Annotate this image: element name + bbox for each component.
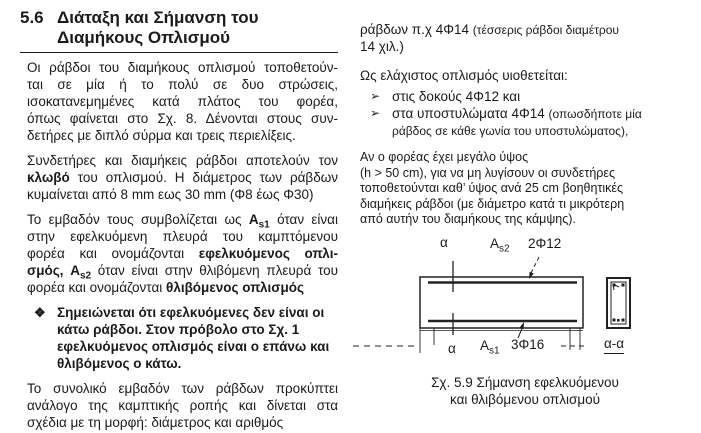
- figure-caption-line1: Σχ. 5.9 Σήμανση εφελκυόμενου: [431, 374, 619, 390]
- text-segment: όταν είναι στην θλιβόμενη πλευρά του: [91, 263, 338, 278]
- heading-rule: [20, 52, 338, 53]
- text-segment: ράβδος σε κάθε γωνία του υποστυλώματος),: [392, 124, 629, 138]
- rc-paragraph-2: Ως ελάχιστος οπλισμός υιοθετείται:: [360, 68, 568, 83]
- as1-subscript: s1: [489, 345, 500, 357]
- list-item-beams-text: [392, 88, 520, 105]
- text-segment: σμός,: [27, 263, 64, 278]
- text-segment: όπως φαίνεται στο Σχ. 8. Δένονται στους συν-: [27, 111, 338, 126]
- text-segment: κυμαίνεται από 8 mm εως 30 mm (Φ8 έως Φ30): [27, 187, 314, 202]
- text-line: [360, 150, 682, 166]
- text-segment: κάτω ράβδοι. Στον πρόβολο στο Σχ. 1: [57, 322, 300, 337]
- text-line: [27, 211, 338, 228]
- text-segment: ισοκατανεμημένες κατά πλάτος του φορέα,: [27, 94, 338, 109]
- left-column: [20, 8, 338, 431]
- section-heading: [20, 8, 338, 48]
- section-title-line2: Διαμήκους Οπλισμού: [57, 28, 231, 47]
- text-segment: (οπωσδήποτε μία: [548, 107, 642, 121]
- text-segment: Το συνολικό εμβαδόν των ράβδων προκύπτει: [27, 381, 338, 396]
- text-segment: A: [248, 212, 259, 227]
- text-segment: θλιβόμενος ο κάτω.: [57, 356, 182, 371]
- text-line: [57, 304, 329, 321]
- text-segment: s1: [258, 219, 270, 228]
- list-item-columns: [360, 105, 682, 139]
- text-segment: ανάλογο της καμπτικής ροπής και δίνεται στα: [27, 398, 338, 413]
- bottom-bars-label: 3Φ16: [511, 336, 545, 352]
- text-segment: ράβδων π.χ 4Φ14: [360, 22, 473, 37]
- text-line: [27, 380, 338, 397]
- rc-paragraph-1: [360, 21, 682, 55]
- text-segment: διαμήκεις ράβδοι (με διάμετρο κατά τι μικρότερη: [360, 196, 625, 211]
- paragraph-3: [27, 211, 338, 296]
- text-segment: σχέδια με τη μορφή: διάμετρος και αριθμός: [27, 415, 284, 430]
- text-segment: στα υποστυλώματα 4Φ14: [392, 106, 549, 121]
- paragraph-2: [27, 152, 338, 203]
- text-line: [27, 414, 338, 431]
- beam-figure: [352, 232, 687, 366]
- text-line: [27, 186, 338, 203]
- text-line: [27, 262, 338, 279]
- text-line: [392, 88, 520, 105]
- text-segment: (τέσσερις ράβδοι διαμέτρου: [472, 23, 619, 37]
- top-bars-label: 2Φ12: [528, 235, 562, 251]
- text-line: [360, 212, 682, 228]
- text-segment: κλωβό: [27, 170, 70, 185]
- text-line: [360, 166, 682, 182]
- section-mark-alpha-top: α: [440, 234, 448, 250]
- arrow-bullet-icon: ➢: [370, 89, 381, 103]
- text-line: [27, 93, 338, 110]
- paragraph-5: [27, 380, 338, 431]
- text-segment: εφελκυόμενος οπλισμός είναι ο επάνω και: [57, 339, 330, 354]
- text-line: [27, 76, 338, 93]
- note-bullet: [27, 304, 338, 372]
- text-segment: δετήρες με διπλό σύρμα και τρεις περιελίξεις.: [27, 128, 296, 143]
- note-text: [57, 304, 329, 372]
- list-item-columns-text: [392, 105, 642, 139]
- as2-subscript: s2: [499, 243, 510, 255]
- section-title-line1: Διάταξη και Σήμανση του: [57, 8, 259, 27]
- text-line: [27, 397, 338, 414]
- text-segment: Το εμβαδόν τους συμβολίζεται ως: [27, 212, 249, 227]
- text-line: [27, 127, 338, 144]
- text-segment: A: [70, 263, 80, 278]
- text-line: [360, 197, 682, 213]
- text-segment: όταν είναι: [269, 212, 338, 227]
- text-segment: στις δοκούς 4Φ12 και: [392, 89, 521, 104]
- as2-label: [490, 235, 510, 255]
- text-segment: ται σε μία ή το πολύ σε δυο στρώσεις,: [27, 77, 338, 92]
- figure-caption: [370, 374, 680, 408]
- text-segment: εφελκυόμενος οπλι-: [198, 246, 338, 261]
- text-line: [27, 152, 338, 169]
- text-segment: s2: [79, 270, 92, 279]
- text-line: [27, 279, 338, 296]
- text-segment: από αυτήν του διαμήκους της κάμψης).: [360, 212, 576, 226]
- text-segment: Αν ο φορέας έχει μεγάλο ύψος: [360, 150, 529, 164]
- section-mark-alpha-bottom: α: [448, 340, 456, 356]
- text-line: [57, 355, 329, 372]
- text-line: [27, 245, 338, 262]
- text-segment: Συνδετήρες και διαμήκεις ράβδοι αποτελούν τον: [27, 153, 338, 168]
- text-segment: 14 χιλ.): [360, 39, 404, 54]
- arrow-bullet-icon: ➢: [370, 106, 381, 120]
- section-title: [57, 8, 258, 48]
- text-line: [27, 59, 338, 76]
- text-line: [360, 38, 682, 55]
- figure-caption-line2: και θλιβόμενου οπλισμού: [450, 391, 600, 407]
- text-line: [57, 321, 329, 338]
- text-line: [57, 338, 329, 355]
- section-number: 5.6: [20, 8, 44, 27]
- as1-symbol: A: [480, 337, 490, 353]
- text-segment: θλιβόμενος οπλισμός: [166, 280, 304, 295]
- text-line: [27, 169, 338, 186]
- text-line: [392, 122, 642, 139]
- right-column: [360, 21, 682, 408]
- diamond-bullet-icon: ❖: [34, 305, 46, 320]
- section-aa-label: α-α: [604, 335, 624, 354]
- rc-paragraph-3: [360, 150, 682, 228]
- text-line: [27, 110, 338, 127]
- text-line: [27, 228, 338, 245]
- text-line: [360, 181, 682, 197]
- text-segment: Οι ράβδοι του διαμήκους οπλισμού τοποθετούν-: [27, 60, 338, 75]
- text-line: [360, 21, 682, 38]
- text-segment: τοποθετούνται καθ’ ύψος ανά 25 cm βοηθητικές: [360, 181, 624, 195]
- as1-label: [480, 337, 500, 357]
- text-segment: φορέα και ονομάζονται: [27, 280, 167, 295]
- text-segment: φορέα και ονομάζονται: [27, 246, 199, 261]
- text-segment: του οπλισμού. Η διάμετρος των ράβδων: [69, 170, 338, 185]
- text-line: [392, 105, 642, 122]
- as2-symbol: A: [490, 235, 500, 251]
- list-item-beams: [360, 88, 682, 105]
- text-segment: Σημειώνεται ότι εφελκυόμενες δεν είναι οι: [57, 305, 325, 320]
- text-segment: στην εφελκυόμενη πλευρά του καμπτόμενου: [27, 229, 338, 244]
- paragraph-1: [27, 59, 338, 144]
- text-segment: (h > 50 cm), για να μη λυγίσουν οι συνδετήρες: [360, 165, 615, 180]
